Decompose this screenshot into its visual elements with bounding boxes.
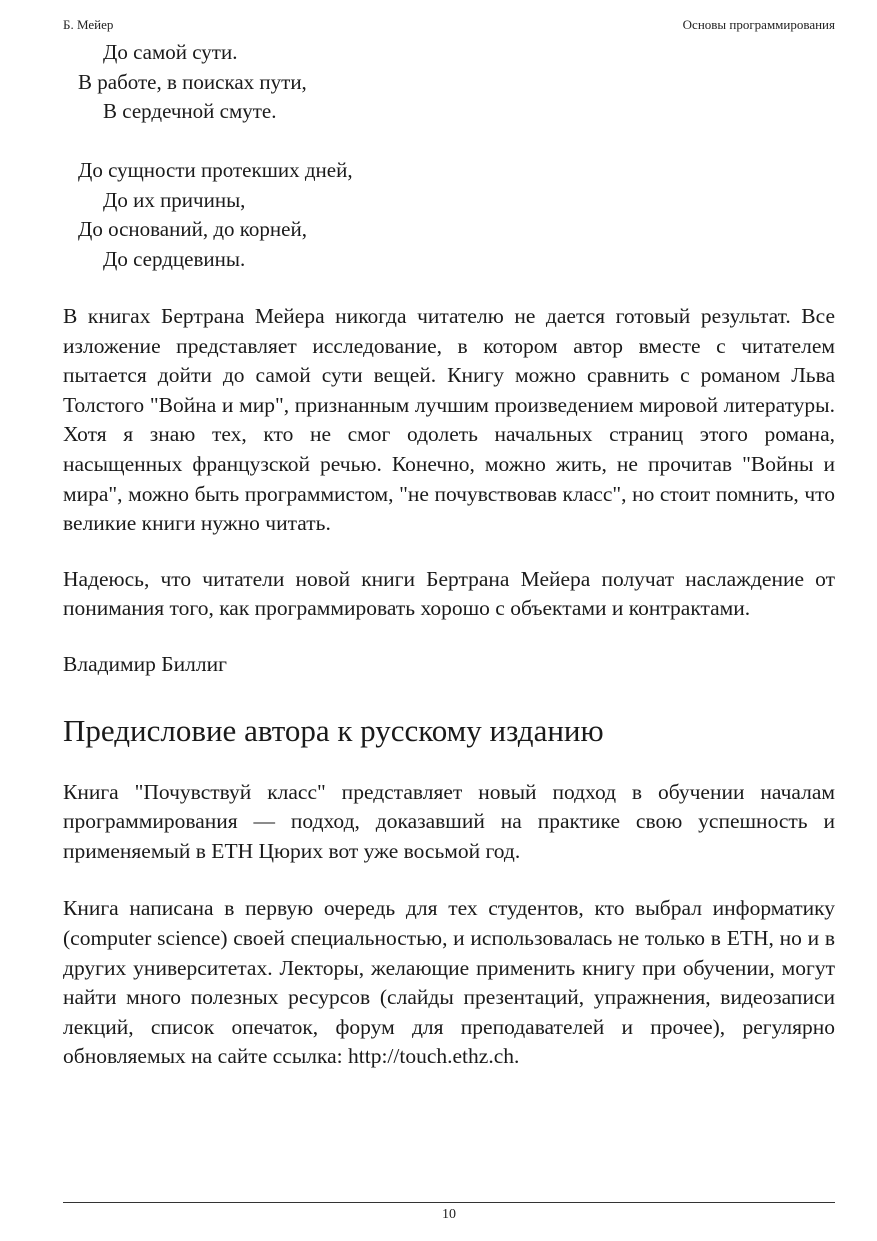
paragraph-reader-wish: Надеюсь, что читатели новой книги Бертрана Мейера получат наслаждение от понимания того, как программировать хорошо с объектами и контрактами. [63,566,835,621]
poem-stanza [78,38,835,127]
paragraph-tolstoy-comparison: В книгах Бертрана Мейера никогда читателю не дается готовый результат. Все изложение представляет исследование, в котором автор вместе с читателем пытается дойти до самой сути вещей. Книгу можно сравнить с романом Льва Толстого "Война и мир", признанным лучшим произведением мировой литературы. Хотя я знаю тех, кто не смог одолеть начальных страниц этого романа, насыщенных французской речью. Конечно, можно жить, не прочитав "Войны и мира", можно быть программистом, "не почувствовав класс", но стоит помнить, что великие книги нужно читать. [63,304,835,536]
header-book-title: Основы программирования [682,17,835,32]
paragraph-book-approach: Книга "Почувствуй класс" представляет новый подход в обучении началам программирования — подход, доказавший на практике свою успешность и применяемый в ETH Цюрих вот уже восьмой год. [63,779,835,863]
footer-divider [63,1202,835,1203]
paragraph-book-audience: Книга написана в первую очередь для тех студентов, кто выбрал информатику (computer science) своей специальностью, и использовалась не только в ETH, но и в других университетах. Лекторы, желающие применить книгу при обучении, могут найти много полезных ресурсов (слайды презентаций, упражнения, видеозаписи лекций, список опечаток, форум для преподавателей и прочее), регулярно обновляемых на сайте ссылка: http://touch.ethz.ch. [63,896,835,1069]
poem-line: В сердечной смуте. [103,99,277,123]
poem-line: До их причины, [103,187,246,212]
foreword-signature: Владимир Биллиг [63,651,227,676]
header-author: Б. Мейер [63,17,114,32]
poem [78,38,835,274]
poem-line: До сердцевины. [103,246,246,271]
poem-line: До самой сути. [103,40,238,64]
poem-line: До оснований, до корней, [78,217,307,241]
section-title: Предисловие автора к русскому изданию [63,712,604,748]
poem-line: В работе, в поисках пути, [78,69,307,94]
page-content [63,38,835,1072]
page-number: 10 [442,1207,456,1222]
poem-line: До сущности протекших дней, [78,158,353,182]
poem-stanza [78,156,835,274]
